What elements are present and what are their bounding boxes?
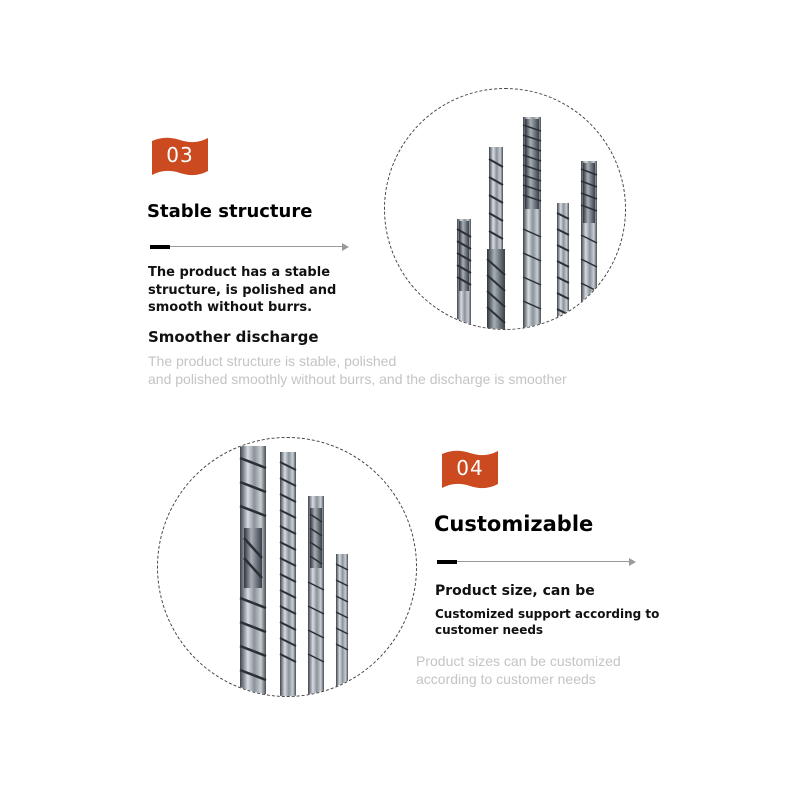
- screw-barrels-image: [385, 89, 625, 329]
- faint-text-line-1: Product sizes can be customized: [416, 653, 621, 669]
- product-image-circle: [157, 437, 417, 697]
- badge-04: [440, 448, 500, 492]
- arrow-right-icon: [629, 558, 636, 566]
- section-description: The product has a stable structure, is polished and smooth without burrs.: [148, 265, 337, 315]
- faint-text-line-2: according to customer needs: [416, 671, 596, 687]
- title-underline-arrow: [150, 242, 350, 252]
- section-description: Customized support according to customer needs: [435, 607, 660, 637]
- section-subtitle: Product size, can be: [435, 583, 595, 599]
- badge-03: [150, 135, 210, 179]
- section-title: Customizable: [434, 512, 594, 536]
- arrow-right-icon: [342, 243, 349, 251]
- faint-text-line-1: The product structure is stable, polished: [148, 353, 397, 369]
- faint-text-line-2: and polished smoothly without burrs, and the discharge is smoother: [148, 371, 567, 387]
- title-underline-arrow: [437, 557, 637, 567]
- section-title: Stable structure: [147, 201, 313, 222]
- product-image-circle: [384, 88, 626, 330]
- badge-number: 04: [456, 456, 484, 480]
- screw-barrels-image: [158, 438, 416, 696]
- badge-number: 03: [166, 143, 194, 167]
- section-subtitle: Smoother discharge: [148, 328, 319, 346]
